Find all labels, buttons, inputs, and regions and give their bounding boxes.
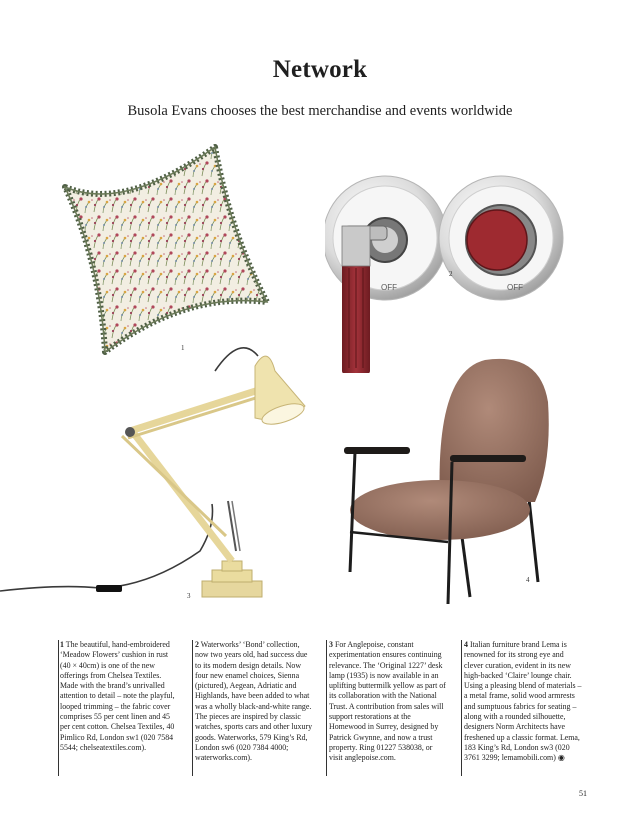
caption-4 bbox=[464, 640, 582, 776]
caption-text: For Anglepoise, constant experimentation ensures continuing relevance. The ‘Original 1227’ desk lamp (1935) is now available in an uplifting buttermilk yellow as part of its collaboration with the National Trust. A contribution from sales will support restorations at the Homewood in Surrey, designed by Patrick Gwynne, and now a trust property. Ring 01227 538038, or visit anglepoise.com. bbox=[329, 640, 446, 763]
caption-number: 1 bbox=[60, 640, 64, 649]
end-mark-icon: ◉ bbox=[557, 753, 565, 763]
caption-2 bbox=[195, 640, 313, 776]
figure-number-3: 3 bbox=[187, 592, 191, 600]
column-rule bbox=[326, 640, 327, 776]
caption-3 bbox=[329, 640, 447, 776]
captions-block bbox=[58, 640, 598, 780]
page-title: Network bbox=[272, 56, 368, 83]
caption-text: Italian furniture brand Lema is renowned for its strong eye and clever curation, evident in its new high-backed ‘Claire’ lounge chair. Using a pleasing blend of materials – a metal frame, solid wood armrests and sumptuous fabrics for seating – along with a rounded silhouette, designers Norm Architects have freshened up a classic format. Lema, 183 King’s Rd, London sw3 (020 3761 3299; lemamobili.com) bbox=[464, 640, 582, 763]
column-rule bbox=[58, 640, 59, 776]
column-rule bbox=[192, 640, 193, 776]
caption-1 bbox=[60, 640, 178, 776]
page-subtitle: Busola Evans chooses the best merchandise and events worldwide bbox=[127, 103, 513, 119]
lamp-image bbox=[0, 336, 320, 601]
figure-number-2: 2 bbox=[449, 270, 453, 278]
off-label: OFF bbox=[507, 283, 523, 292]
caption-number: 2 bbox=[195, 640, 199, 649]
chair-image bbox=[340, 352, 555, 607]
caption-number: 3 bbox=[329, 640, 333, 649]
cushion-image bbox=[55, 142, 275, 357]
column-rule bbox=[461, 640, 462, 776]
caption-text: The beautiful, hand-embroidered ‘Meadow Flowers’ cushion in rust (40 × 40cm) is one of the new offerings from Chelsea Textiles. Made with the brand’s unrivalled attention to detail – note the playful, looped trimming – the fabric cover comprises 55 per cent linen and 45 per cent cotton. Chelsea Textiles, 40 Pimlico Rd, London sw1 (020 7584 5544; chelseatextiles.com). bbox=[60, 640, 175, 752]
page-number: 51 bbox=[579, 789, 587, 798]
caption-number: 4 bbox=[464, 640, 468, 649]
figure-number-1: 1 bbox=[181, 344, 185, 352]
valve-image bbox=[325, 168, 565, 373]
figure-number-4: 4 bbox=[526, 576, 530, 584]
off-label: OFF bbox=[381, 283, 397, 292]
caption-text: Waterworks’ ‘Bond’ collection, now two years old, had success due to its modern design details. Now four new enamel choices, Sienna (pictured), Aegean, Adriatic and Highlands, have been added to what was a wholly black-and-white range. The pieces are inspired by classic watches, sports cars and other luxury goods. Waterworks, 579 King’s Rd, London sw6 (020 7384 4000; waterworks.com). bbox=[195, 640, 313, 763]
